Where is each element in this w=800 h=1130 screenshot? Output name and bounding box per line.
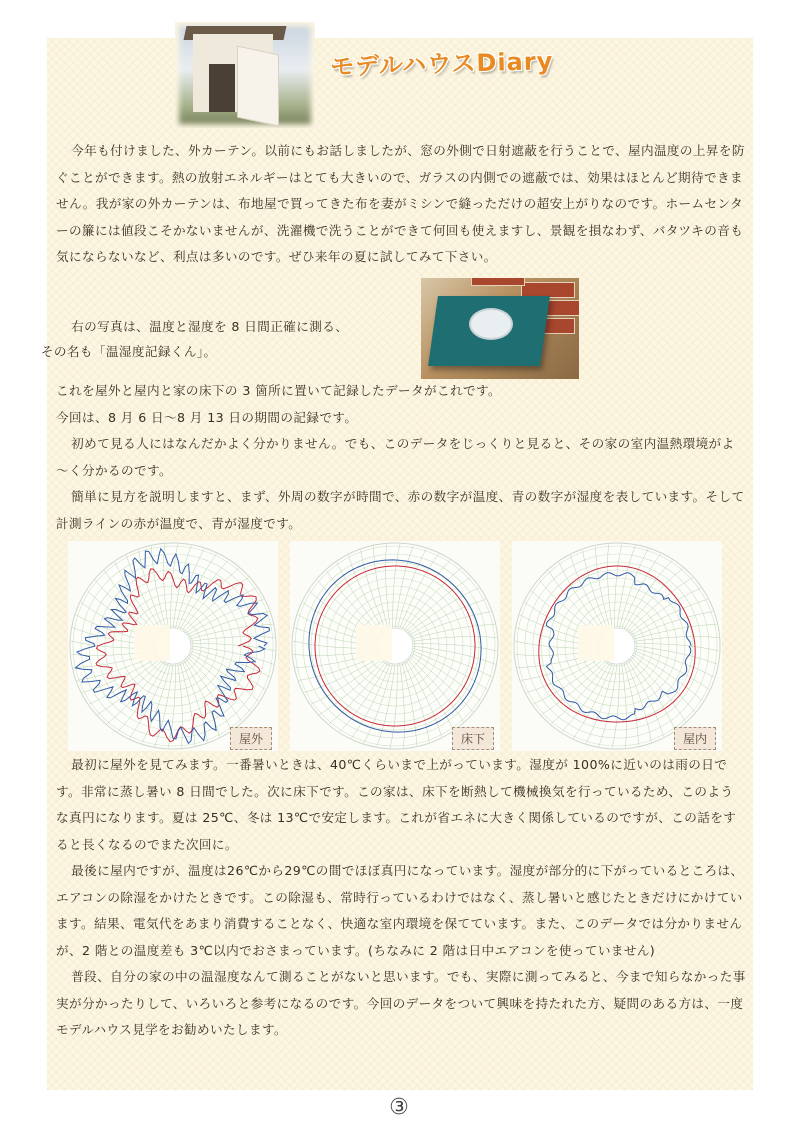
chart-underfloor-svg xyxy=(290,541,500,751)
chart-outdoor xyxy=(68,541,278,751)
outer-curtain xyxy=(237,46,279,127)
page-title: モデルハウスDiary xyxy=(329,47,554,81)
recorder-dial xyxy=(469,308,513,340)
paragraph-analysis xyxy=(56,752,746,1044)
chart-label-outdoor: 屋外 xyxy=(230,727,272,750)
recorder-intro-line1: 右の写真は、温度と湿度を 8 日間正確に測る、 xyxy=(71,319,349,334)
analysis-conclusion: 普段、自分の家の中の温湿度なんて測ることがないと思います。でも、実際に測ってみると、今まで知らなかった事実が分かったりして、いろいろと参考になるのです。今回のデータをついて興味を持たれた方、疑問のある方は、一度モデルハウス見学をお勧めいたします。 xyxy=(56,969,746,1037)
paragraph-data-intro xyxy=(56,378,746,537)
chart-outdoor-svg xyxy=(68,541,278,751)
analysis-outdoor-underfloor: 最初に屋外を見てみます。一番暑いときは、40℃くらいまで上がっています。湿度が 100%に近いのは雨の日です。非常に蒸し暑い 8 日間でした。次に床下です。この家は、床下を断熱して機械換気を行っているため、このような真円になります。夏は 25℃、冬は 13℃で安定します。これが省エネに大きく関係しているのですが、この話をすると長くなるのでまた次回に。 xyxy=(56,757,737,852)
paragraph-curtain: 今年も付けました、外カーテン。以前にもお話しましたが、窓の外側で日射遮蔽を行うことで、屋内温度の上昇を防ぐことができます。熱の放射エネルギーはとても大きいので、ガラスの内側での遮蔽では、効果はほとんど期待できません。我が家の外カーテンは、布地屋で買ってきた布を妻がミシンで縫っただけの超安上がりなのです。ホームセンターの簾には値段こそかないませんが、洗濯機で洗うことができて何回も使えますし、景観を損なわず、バタツキの音も気にならないなど、利点は多いのです。ぜひ来年の夏に試してみて下さい。 xyxy=(56,143,745,264)
paragraph-recorder-intro xyxy=(40,314,416,364)
chart-label-underfloor: 床下 xyxy=(452,727,494,750)
chart-label-card xyxy=(356,625,392,661)
recorder-intro-line2: その名も「温湿度記録くん」。 xyxy=(40,344,217,359)
chart-label-card xyxy=(134,625,170,661)
analysis-indoor: 最後に屋内ですが、温度は26℃から29℃の間でほぼ真円になっています。湿度が部分的に下がっているところは、エアコンの除湿をかけたときです。この除湿も、常時行っているわけではなく、蒸し暑いと感じたときだけにかけています。結果、電気代をあまり消費することなく、快適な室内環境を保てています。また、このデータでは分かりませんが、2 階との温度差も 3℃以内でおさまっています。(ちなみに 2 階は日中エアコンを使っていません) xyxy=(56,863,744,958)
house-door xyxy=(209,64,235,112)
page-number: ③ xyxy=(389,1095,409,1120)
brick xyxy=(471,278,525,286)
data-intro-line3: 初めて見る人にはなんだかよく分かりません。でも、このデータをじっくりと見ると、その家の室内温熱環境がよ～く分かるのです。 xyxy=(56,436,735,478)
recorder-photo xyxy=(421,278,579,379)
chart-indoor xyxy=(512,541,722,751)
chart-label-indoor: 屋内 xyxy=(674,727,716,750)
chart-indoor-svg xyxy=(512,541,722,751)
model-house-photo xyxy=(175,22,315,128)
chart-underfloor xyxy=(290,541,500,751)
data-intro-line1: これを屋外と屋内と家の床下の 3 箇所に置いて記録したデータがこれです。 xyxy=(56,383,502,398)
chart-label-card xyxy=(578,625,614,661)
data-intro-line2: 今回は、8 月 6 日～8 月 13 日の期間の記録です。 xyxy=(56,409,358,425)
data-intro-line4: 簡単に見方を説明しますと、まず、外周の数字が時間で、赤の数字が温度、青の数字が湿度を表しています。そして計測ラインの赤が温度で、青が湿度です。 xyxy=(56,489,745,531)
